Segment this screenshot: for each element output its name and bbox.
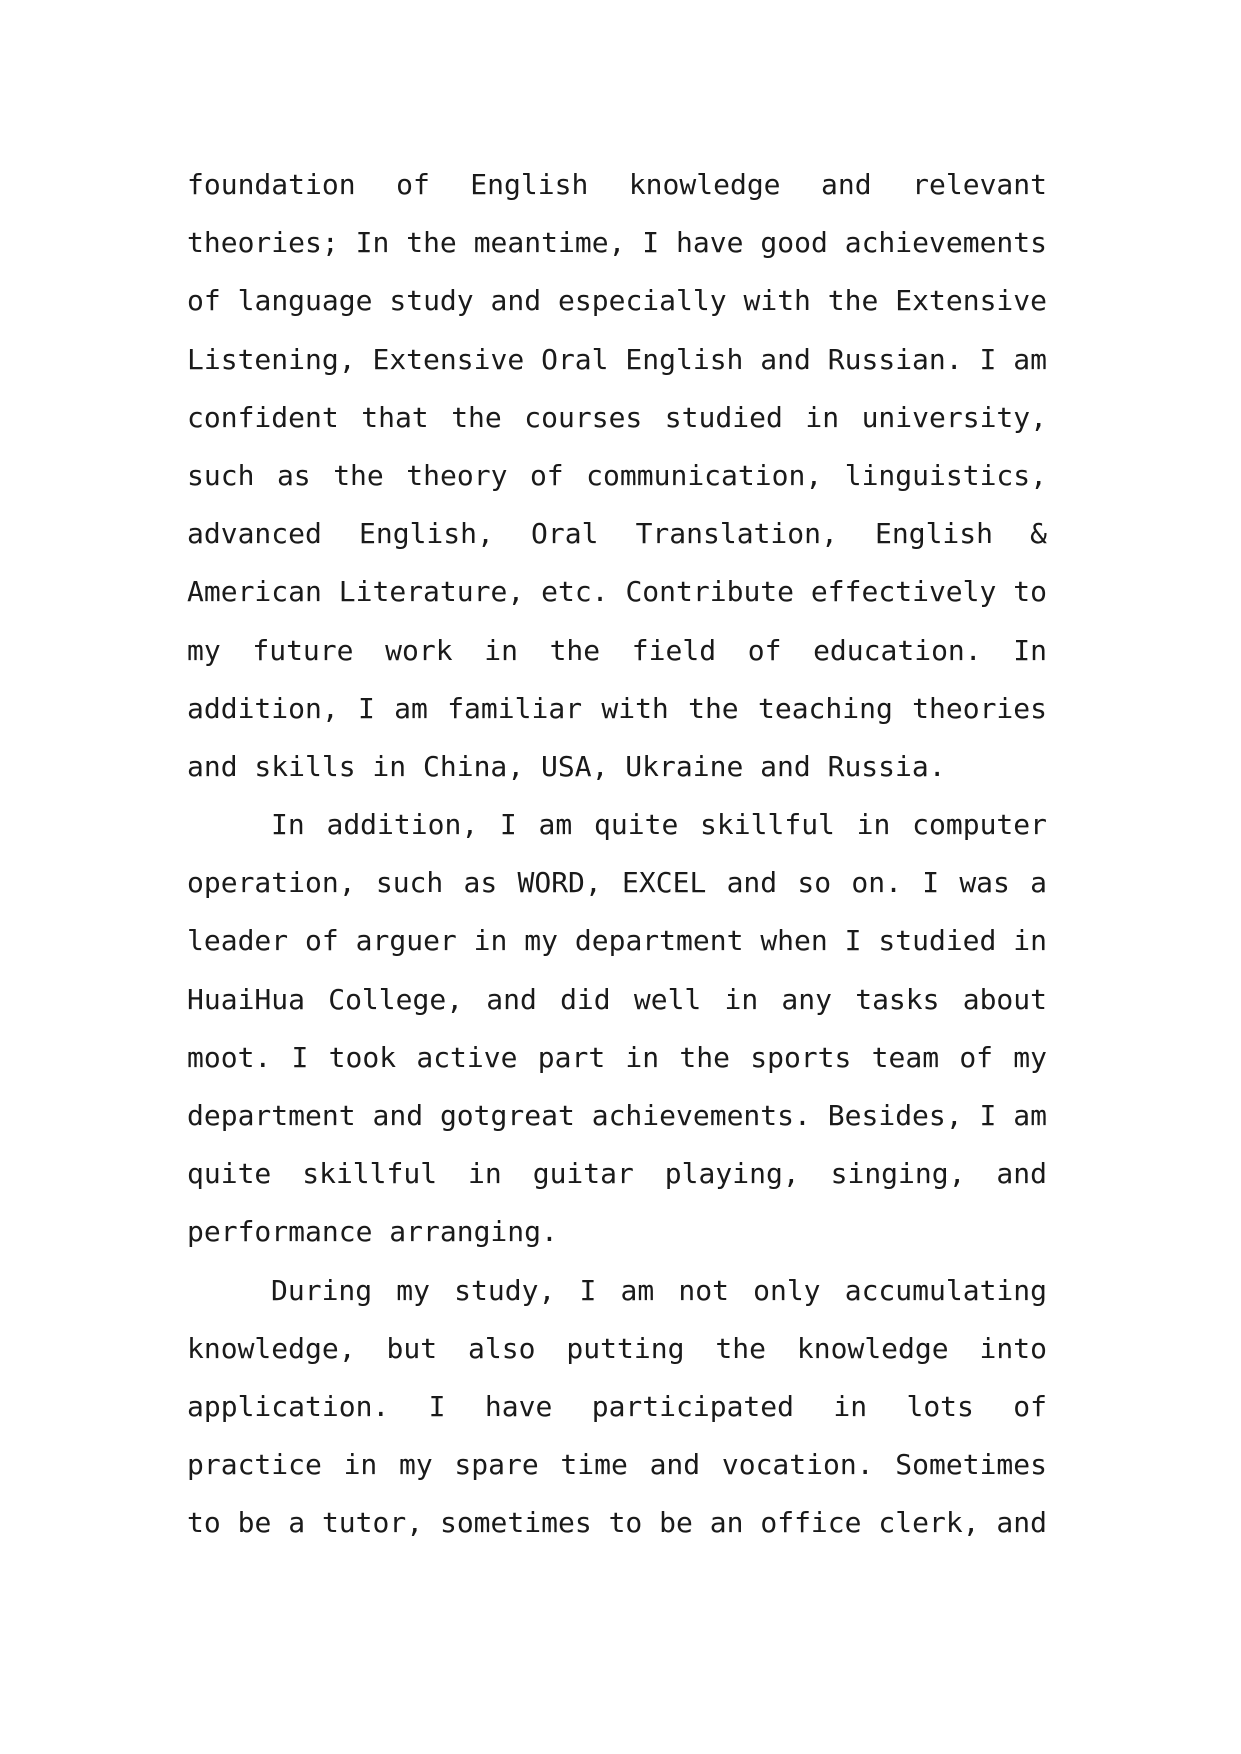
text-line: During my study, I am not only accumulating [271, 1273, 1047, 1307]
text-line: quite skillful in guitar playing, singing, and [187, 1157, 1047, 1191]
text-line: performance arranging. [187, 1215, 558, 1249]
text-line: knowledge, but also putting the knowledge into [187, 1331, 1047, 1365]
text-line: foundation of English knowledge and relevant [187, 168, 1047, 201]
paragraph-1 [187, 156, 1047, 796]
text-line: theories; In the meantime, I have good achievements [187, 226, 1047, 260]
text-line: of language study and especially with the Extensive [187, 284, 1047, 318]
text-line: HuaiHua College, and did well in any tasks about [187, 982, 1047, 1016]
paragraph-3 [187, 1262, 1047, 1553]
text-line: American Literature, etc. Contribute effectively to [187, 575, 1047, 609]
text-line: application. I have participated in lots of [187, 1389, 1047, 1423]
text-line: practice in my spare time and vocation. Sometimes [187, 1448, 1047, 1482]
text-line: confident that the courses studied in university, [187, 400, 1047, 434]
body-text [187, 156, 1047, 1553]
text-line: such as the theory of communication, linguistics, [187, 458, 1047, 492]
text-line: department and gotgreat achievements. Besides, I am [187, 1099, 1047, 1132]
text-line: operation, such as WORD, EXCEL and so on. I was a [187, 866, 1047, 900]
text-line: and skills in China, USA, Ukraine and Russia. [187, 749, 946, 783]
text-line: leader of arguer in my department when I studied in [187, 924, 1047, 958]
text-line: moot. I took active part in the sports team of my [187, 1040, 1047, 1074]
text-line: In addition, I am quite skillful in computer [271, 808, 1047, 842]
text-line: advanced English, Oral Translation, English & [187, 517, 1047, 551]
text-line: my future work in the field of education. In [187, 633, 1047, 667]
paragraph-2 [187, 796, 1047, 1262]
text-line: to be a tutor, sometimes to be an office clerk, and [187, 1506, 1047, 1540]
text-line: Listening, Extensive Oral English and Russian. I am [187, 342, 1047, 376]
text-line: addition, I am familiar with the teaching theories [187, 691, 1047, 725]
